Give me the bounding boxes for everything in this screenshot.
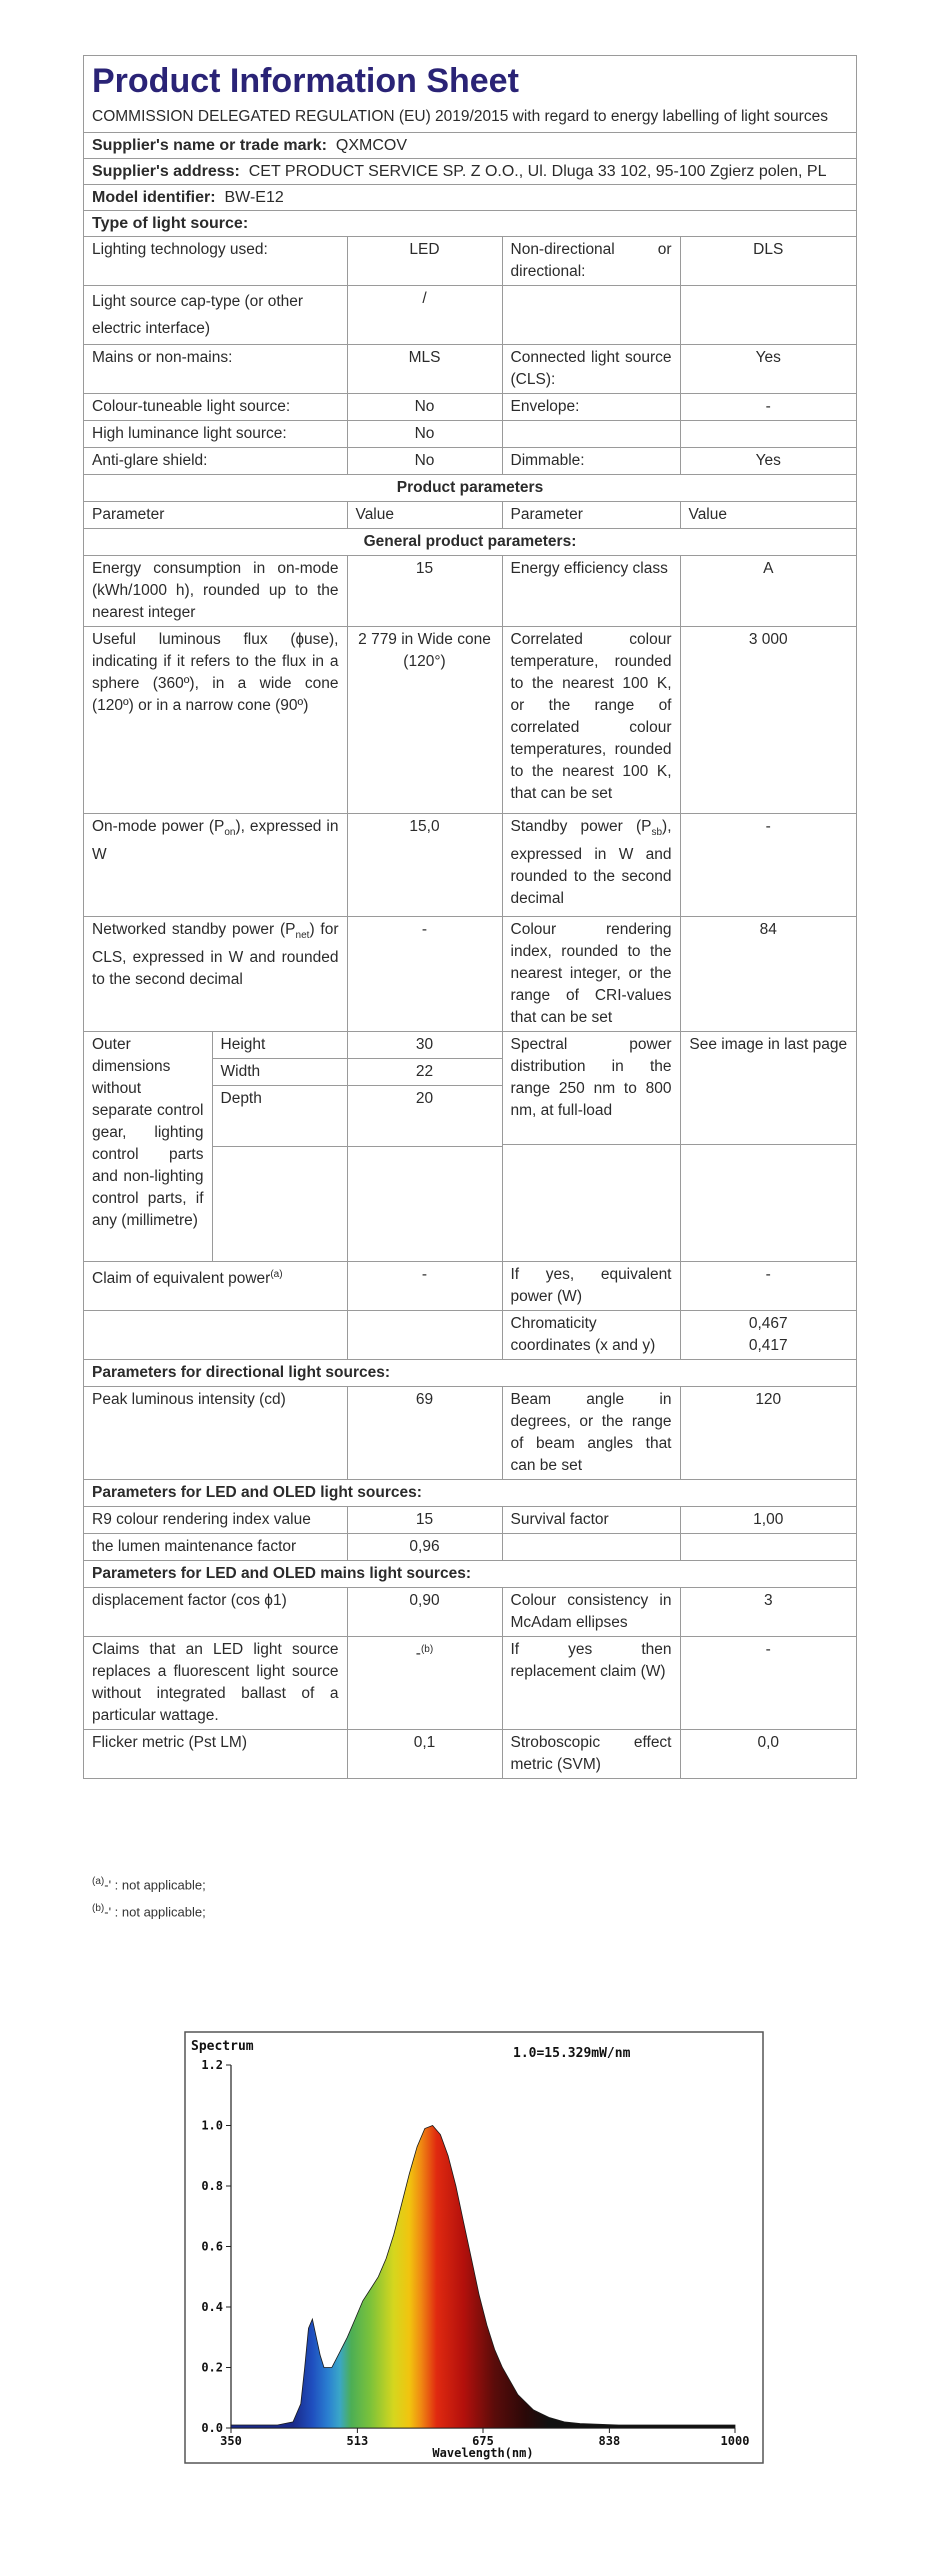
- value-cell: -: [680, 394, 856, 421]
- width-value: 22: [348, 1059, 502, 1086]
- value-cell: LED: [347, 237, 502, 286]
- x-tick-label: 350: [220, 2434, 242, 2448]
- text: Claim of equivalent power: [92, 1270, 271, 1288]
- y-tick-label: 0.2: [201, 2360, 223, 2375]
- led-heading: Parameters for LED and OLED light sources:: [84, 1480, 856, 1507]
- table-row: [84, 814, 856, 917]
- column-header-value: Value: [680, 502, 856, 529]
- value-cell: No: [347, 448, 502, 475]
- table-row: [84, 1637, 856, 1730]
- product-information-sheet: [83, 55, 857, 1779]
- table-row: [84, 627, 856, 814]
- y-tick-label: 1.0: [201, 2118, 223, 2133]
- empty-cell: [348, 1147, 502, 1262]
- chart-title: Spectrum: [191, 2039, 254, 2054]
- footnote-text: -' : not applicable;: [104, 1904, 206, 1920]
- address-row: [84, 159, 856, 185]
- y-tick-label: 0.4: [201, 2300, 223, 2314]
- product-parameters-heading: Product parameters: [84, 475, 856, 502]
- empty-cell: [84, 1311, 347, 1360]
- x-tick-label: 513: [346, 2434, 369, 2448]
- table-row: [84, 1507, 856, 1534]
- y-tick-label: 0.8: [201, 2179, 223, 2193]
- table-row: [84, 421, 856, 448]
- footnote-marker: (a): [92, 1876, 105, 1887]
- dimensions-label: Outer dimensions without separate control gear, lighting control parts and non-lighting control parts, if any (millimetre): [84, 1032, 212, 1261]
- dimensions-values-subtable: [348, 1032, 502, 1261]
- spectral-value-subtable: [681, 1032, 857, 1259]
- table-row: [84, 1262, 856, 1311]
- address-label: Supplier's address:: [92, 163, 240, 180]
- text: Networked standby power (P: [92, 921, 296, 939]
- table-row: [84, 1311, 856, 1360]
- model-row: [84, 185, 856, 211]
- value-cell: MLS: [347, 345, 502, 394]
- value-cell: 1,00: [680, 1507, 856, 1534]
- parameters-table: [84, 236, 856, 1778]
- value-cell: 120: [680, 1387, 856, 1480]
- param-cell: Stroboscopic effect metric (SVM): [502, 1730, 680, 1779]
- value-cell: Yes: [680, 448, 856, 475]
- value-cell: DLS: [680, 237, 856, 286]
- x-tick-label: 1000: [720, 2434, 750, 2448]
- param-cell: Colour rendering index, rounded to the nearest integer, or the range of CRI-values that can be set: [502, 917, 680, 1032]
- column-header-value: Value: [347, 502, 502, 529]
- param-cell: Peak luminous intensity (cd): [84, 1387, 347, 1480]
- text: Standby power (P: [510, 818, 652, 835]
- supplier-label: Supplier's name or trade mark:: [92, 137, 327, 154]
- value-cell: Yes: [680, 345, 856, 394]
- table-row: [84, 1387, 856, 1480]
- value-cell: 69: [347, 1387, 502, 1480]
- y-tick-label: 1.2: [201, 2058, 223, 2072]
- y-tick-label: 0.6: [201, 2239, 223, 2254]
- column-header-parameter: Parameter: [84, 502, 347, 529]
- value-cell: 0,1: [347, 1730, 502, 1779]
- directional-heading: Parameters for directional light sources:: [84, 1360, 856, 1387]
- footnote-marker: (b): [92, 1903, 105, 1915]
- param-cell: Survival factor: [502, 1507, 680, 1534]
- x-axis-label: Wavelength(nm): [432, 2446, 534, 2460]
- table-row: [84, 448, 856, 475]
- mains-heading: Parameters for LED and OLED mains light sources:: [84, 1561, 856, 1588]
- subscript: net: [295, 930, 310, 942]
- param-cell: Non-directional or directional:: [502, 237, 680, 286]
- value-cell: 15: [347, 1507, 502, 1534]
- dimensions-cell: [84, 1032, 347, 1262]
- address-value: CET PRODUCT SERVICE SP. Z O.O., Ul. Dluga 33 102, 95-100 Zgierz polen, PL: [248, 163, 827, 180]
- model-label: Model identifier:: [92, 189, 216, 206]
- text: ), expressed in W and rounded to the second decimal: [510, 818, 672, 908]
- value-cell: [680, 1311, 856, 1360]
- type-label: Type of light source:: [92, 215, 249, 232]
- dimensions-row: [84, 1032, 856, 1262]
- general-parameters-heading: General product parameters:: [84, 529, 856, 556]
- dimensions-subtable: [84, 1032, 347, 1261]
- value-cell: [680, 286, 856, 345]
- depth-value: 20: [348, 1086, 502, 1147]
- spectral-value-cell: [680, 1032, 856, 1262]
- table-row: [84, 345, 856, 394]
- empty-cell: [503, 1145, 680, 1260]
- param-cell: Chromaticity coordinates (x and y): [502, 1311, 680, 1360]
- section-heading-row: [84, 529, 856, 556]
- value-cell: 3: [680, 1588, 856, 1637]
- value-cell: /: [347, 286, 502, 345]
- chart-annotation: 1.0=15.329mW/nm: [513, 2046, 631, 2061]
- superscript: (a): [270, 1269, 283, 1281]
- value-cell: 3 000: [680, 627, 856, 814]
- value-cell: -: [680, 1637, 856, 1730]
- empty-cell: [347, 1311, 502, 1360]
- spectral-param-subtable: [503, 1032, 680, 1259]
- spectral-value: See image in last page: [681, 1032, 857, 1145]
- width-label: Width: [212, 1059, 347, 1086]
- value-cell: -: [680, 1262, 856, 1311]
- table-row: [84, 1534, 856, 1561]
- value-cell: 0,96: [347, 1534, 502, 1561]
- param-cell: Dimmable:: [502, 448, 680, 475]
- param-cell: the lumen maintenance factor: [84, 1534, 347, 1561]
- param-cell: [502, 814, 680, 917]
- footnote-a: [92, 1870, 206, 1897]
- value-cell: -: [347, 917, 502, 1032]
- chromaticity-x: 0,467: [748, 1315, 788, 1333]
- empty-cell: [681, 1145, 857, 1260]
- y-tick-label: 0.0: [201, 2421, 223, 2435]
- table-row: [84, 394, 856, 421]
- param-cell: [502, 1534, 680, 1561]
- height-label: Height: [212, 1032, 347, 1059]
- value-cell: -: [347, 1262, 502, 1311]
- value-cell: -: [680, 814, 856, 917]
- dimensions-values: [347, 1032, 502, 1262]
- param-cell: [84, 814, 347, 917]
- subscript: on: [224, 827, 236, 839]
- table-row: [84, 556, 856, 627]
- subscript: sb: [651, 827, 663, 839]
- regulation-text: COMMISSION DELEGATED REGULATION (EU) 2019/2015 with regard to energy labelling of light sources: [84, 104, 856, 133]
- value-cell: 0,90: [347, 1588, 502, 1637]
- column-header-parameter: Parameter: [502, 502, 680, 529]
- x-tick-label: 675: [472, 2434, 494, 2448]
- section-heading-row: [84, 1561, 856, 1588]
- column-header-row: [84, 502, 856, 529]
- value-cell: [347, 1637, 502, 1730]
- param-cell: Colour consistency in McAdam ellipses: [502, 1588, 680, 1637]
- value-cell: 15,0: [347, 814, 502, 917]
- value-cell: [680, 1534, 856, 1561]
- spectrum-chart: [183, 2030, 765, 2465]
- value-cell: 0,0: [680, 1730, 856, 1779]
- value-cell: 2 779 in Wide cone (120°): [347, 627, 502, 814]
- param-cell: Useful luminous flux (ɸuse), indicating if it refers to the flux in a sphere (360º), in a wide cone (120º) or in a narrow cone (90º): [84, 627, 347, 814]
- spectral-label: Spectral power distribution in the range 250 nm to 800 nm, at full-load: [503, 1032, 680, 1145]
- param-cell: If yes, equivalent power (W): [502, 1262, 680, 1311]
- text: On-mode power (P: [92, 818, 225, 835]
- table-row: [84, 1730, 856, 1779]
- value-cell: No: [347, 421, 502, 448]
- footnote-b: [92, 1897, 206, 1924]
- param-cell: Beam angle in degrees, or the range of beam angles that can be set: [502, 1387, 680, 1480]
- value-cell: 15: [347, 556, 502, 627]
- param-cell: Colour-tuneable light source:: [84, 394, 347, 421]
- empty-cell: [212, 1147, 347, 1262]
- param-cell: R9 colour rendering index value: [84, 1507, 347, 1534]
- value-cell: [680, 421, 856, 448]
- chromaticity-y: 0,417: [748, 1337, 788, 1355]
- x-tick-label: 838: [598, 2434, 621, 2448]
- value-cell: A: [680, 556, 856, 627]
- param-cell: Claims that an LED light source replaces a fluorescent light source without integrated ballast of a particular wattage.: [84, 1637, 347, 1730]
- model-value: BW-E12: [224, 189, 284, 206]
- spectral-param-cell: [502, 1032, 680, 1262]
- page-title: Product Information Sheet: [92, 62, 519, 100]
- param-cell: Energy consumption in on-mode (kWh/1000 h), rounded up to the nearest integer: [84, 556, 347, 627]
- supplier-row: [84, 133, 856, 159]
- param-cell: Correlated colour temperature, rounded to the nearest 100 K, or the range of correlated colour temperatures, rounded to the nearest 100 K, that can be set: [502, 627, 680, 814]
- type-heading: [84, 211, 856, 236]
- param-cell: If yes then replacement claim (W): [502, 1637, 680, 1730]
- text: -: [415, 1645, 421, 1663]
- param-cell: Light source cap-type (or other electric interface): [84, 286, 347, 345]
- param-cell: [502, 286, 680, 345]
- section-heading-row: [84, 1360, 856, 1387]
- param-cell: [84, 917, 347, 1032]
- superscript: (b): [420, 1644, 434, 1656]
- param-cell: High luminance light source:: [84, 421, 347, 448]
- supplier-value: QXMCOV: [335, 137, 408, 154]
- param-cell: Flicker metric (Pst LM): [84, 1730, 347, 1779]
- section-heading-row: [84, 475, 856, 502]
- param-cell: [84, 1262, 347, 1311]
- height-value: 30: [348, 1032, 502, 1059]
- param-cell: Lighting technology used:: [84, 237, 347, 286]
- footnotes: [92, 1870, 206, 1925]
- param-cell: Envelope:: [502, 394, 680, 421]
- param-cell: Energy efficiency class: [502, 556, 680, 627]
- text: ), expressed in W: [92, 818, 339, 864]
- param-cell: displacement factor (cos ϕ1): [84, 1588, 347, 1637]
- text: ) for CLS, expressed in W and rounded to the second decimal: [92, 921, 339, 989]
- section-heading-row: [84, 1480, 856, 1507]
- param-cell: [502, 421, 680, 448]
- table-row: [84, 286, 856, 345]
- value-cell: 84: [680, 917, 856, 1032]
- depth-label: Depth: [212, 1086, 347, 1147]
- value-cell: No: [347, 394, 502, 421]
- table-row: [84, 237, 856, 286]
- param-cell: Connected light source (CLS):: [502, 345, 680, 394]
- param-cell: Anti-glare shield:: [84, 448, 347, 475]
- table-row: [84, 917, 856, 1032]
- footnote-text: -' : not applicable;: [104, 1877, 206, 1893]
- table-row: [84, 1588, 856, 1637]
- param-cell: Mains or non-mains:: [84, 345, 347, 394]
